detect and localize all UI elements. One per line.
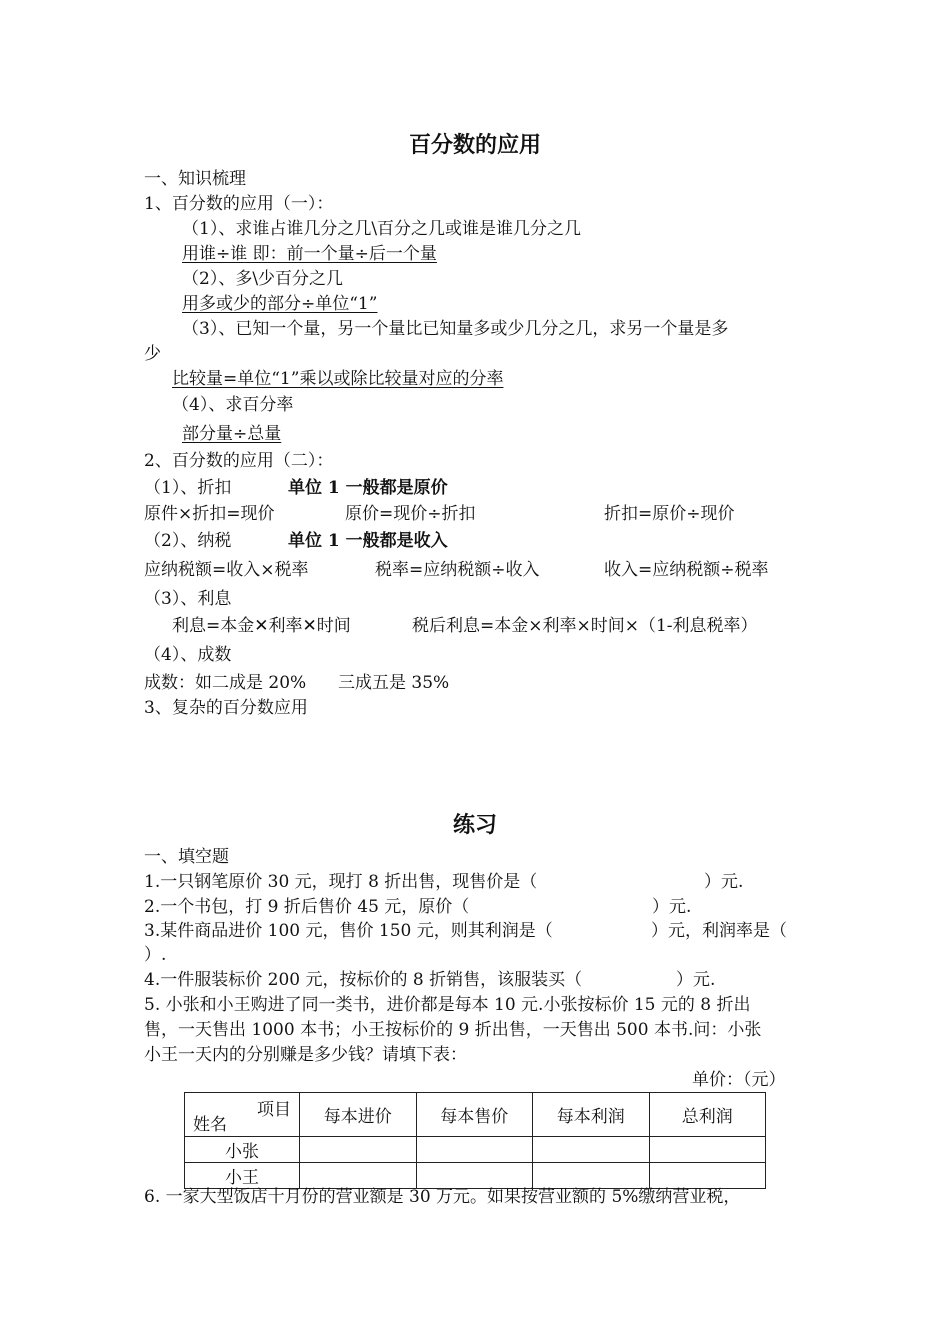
item-text: （3）、利息 xyxy=(144,589,232,609)
formula-text: 税后利息=本金×利率×时间×（1-利息税率） xyxy=(412,616,758,636)
table-header-cell: 每本利润 xyxy=(533,1093,650,1137)
table-corner-cell xyxy=(185,1093,300,1137)
blank-cell xyxy=(533,1137,650,1163)
item-text: （4）、成数 xyxy=(144,645,232,665)
item-text: （2）、纳税 xyxy=(144,531,232,551)
table-row xyxy=(185,1163,766,1189)
question-text: ）元. xyxy=(676,970,716,990)
unit-label: 单价：（元） xyxy=(692,1070,786,1090)
item-text: （1）、求谁占谁几分之几\百分之几或谁是谁几分之几 xyxy=(182,219,582,239)
blank-cell xyxy=(300,1163,417,1189)
question-text: 4.一件服装标价 200 元，按标价的 8 折销售，该服装买（ xyxy=(144,970,583,990)
question-text: 5. 小张和小王购进了同一类书，进价都是每本 10 元.小张按标价 15 元的 8 折出 xyxy=(144,995,751,1015)
question-text: ）元. xyxy=(704,872,744,892)
question-text: ）元. xyxy=(652,897,692,917)
formula-text: 部分量÷总量 xyxy=(182,424,282,444)
subsection-heading: 3、复杂的百分数应用 xyxy=(144,698,308,718)
formula-text: 收入=应纳税额÷税率 xyxy=(604,560,769,580)
table-row xyxy=(185,1137,766,1163)
formula-text: 原价=现价÷折扣 xyxy=(345,504,476,524)
section-heading: 一、知识梳理 xyxy=(144,169,246,189)
page-title: 百分数的应用 xyxy=(408,132,541,158)
question-text: 1.一只钢笔原价 30 元，现打 8 折出售，现售价是（ xyxy=(144,872,538,892)
row-name-cell: 小张 xyxy=(185,1137,300,1163)
formula-text: 成数：如二成是 20% xyxy=(144,673,307,693)
row-name-cell: 小王 xyxy=(185,1163,300,1189)
formula-text: 三成五是 35% xyxy=(338,673,450,693)
question-text: ）元，利润率是（ xyxy=(651,921,787,941)
item-text: 少 xyxy=(144,344,161,364)
item-text: （2）、多\少百分之几 xyxy=(182,269,344,289)
question-text: 小王一天内的分别赚是多少钱？请填下表： xyxy=(144,1045,467,1065)
question-text: 3.某件商品进价 100 元，售价 150 元，则其利润是（ xyxy=(144,921,553,941)
formula-text: 用谁÷谁 即：前一个量÷后一个量 xyxy=(182,244,437,264)
note-text: 单位 1 一般都是收入 xyxy=(288,531,448,551)
formula-text: 比较量=单位“1”乘以或除比较量对应的分率 xyxy=(172,369,504,389)
blank-cell xyxy=(300,1137,417,1163)
table-header-row xyxy=(185,1093,766,1137)
corner-top-label: 项目 xyxy=(257,1100,291,1120)
subsection-heading: 2、百分数的应用（二）： xyxy=(144,451,334,471)
question-text: ）. xyxy=(144,945,167,965)
formula-text: 折扣=原价÷现价 xyxy=(604,504,735,524)
practice-title: 练习 xyxy=(452,812,497,838)
blank-cell xyxy=(416,1163,533,1189)
item-text: （4）、求百分率 xyxy=(172,395,294,415)
blank-cell xyxy=(649,1163,766,1189)
formula-text: 用多或少的部分÷单位“1” xyxy=(182,294,378,314)
formula-text: 税率=应纳税额÷收入 xyxy=(375,560,540,580)
profit-table xyxy=(184,1092,766,1189)
subsection-heading: 1、百分数的应用（一）： xyxy=(144,194,334,214)
table-header-cell: 每本进价 xyxy=(300,1093,417,1137)
note-text: 单位 1 一般都是原价 xyxy=(288,478,448,498)
formula-text: 应纳税额=收入×税率 xyxy=(144,560,309,580)
blank-cell xyxy=(416,1137,533,1163)
corner-bottom-label: 姓名 xyxy=(193,1115,227,1135)
formula-text: 利息=本金✕利率✕时间 xyxy=(172,616,351,636)
table-header-cell: 总利润 xyxy=(649,1093,766,1137)
item-text: （3）、已知一个量，另一个量比已知量多或少几分之几，求另一个量是多 xyxy=(182,319,729,339)
question-text: 6. 一家大型饭店十月份的营业额是 30 万元。如果按营业额的 5%缴纳营业税， xyxy=(144,1187,741,1207)
item-text: （1）、折扣 xyxy=(144,478,232,498)
formula-text: 原件×折扣=现价 xyxy=(144,504,275,524)
table-header-cell: 每本售价 xyxy=(416,1093,533,1137)
blank-cell xyxy=(533,1163,650,1189)
section-heading: 一、填空题 xyxy=(144,847,229,867)
blank-cell xyxy=(649,1137,766,1163)
question-text: 售，一天售出 1000 本书；小王按标价的 9 折出售，一天售出 500 本书.问：小张 xyxy=(144,1020,762,1040)
question-text: 2.一个书包，打 9 折后售价 45 元，原价（ xyxy=(144,897,470,917)
